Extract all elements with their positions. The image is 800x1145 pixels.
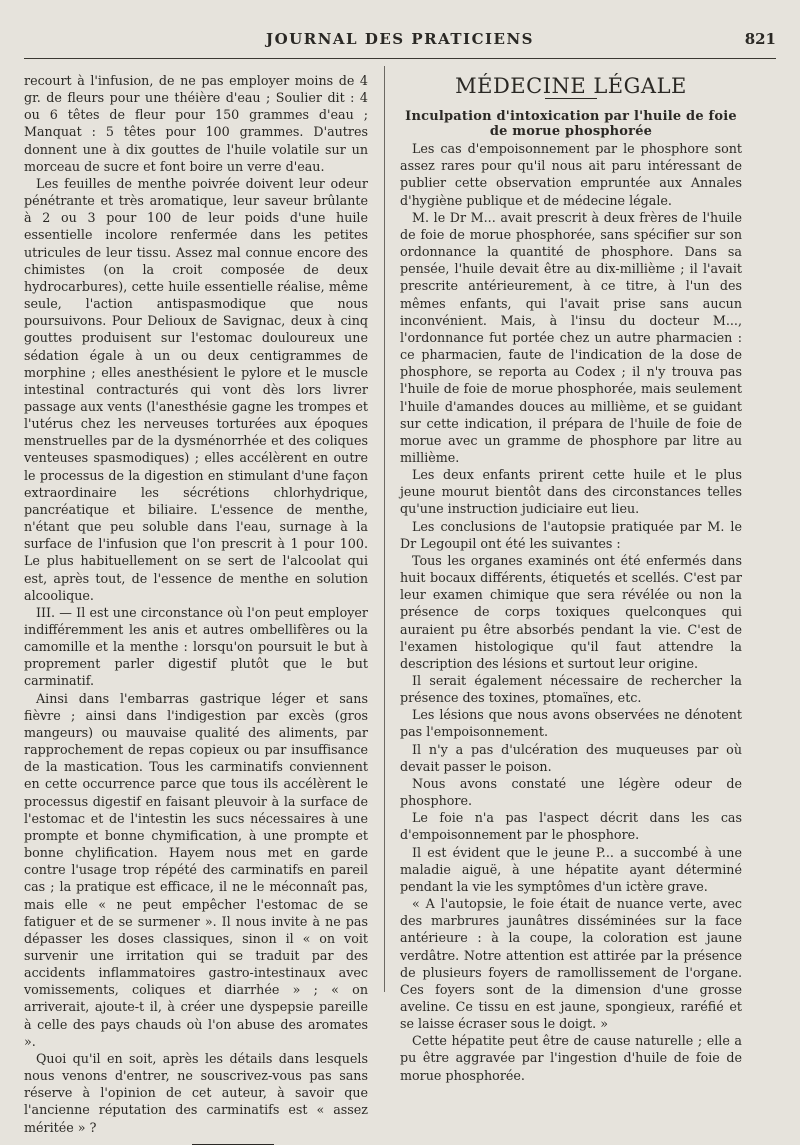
paragraph: Les deux enfants prirent cette huile et le plus jeune mourut bientôt dans des circonstances telles qu'une instruction judiciaire eut lieu. bbox=[400, 467, 742, 517]
running-header bbox=[24, 30, 776, 58]
section-rule bbox=[545, 98, 597, 99]
paragraph: Les lésions que nous avons observées ne dénotent pas l'empoisonnement. bbox=[400, 707, 742, 740]
paragraph: Ainsi dans l'embarras gastrique léger et sans fièvre ; ainsi dans l'indigestion par excès (gros mangeurs) ou mauvaise qualité des aliments, par rapprochement de repas copieux ou par insuffisance de la mastication. Tous les carminatifs conviennent en cette occurrence parce que tous ils accélèrent le processus digestif en faisant pleuvoir à la surface de l'estomac et de l'intestin les sucs nécessaires à une prompte et bonne chymification, à une prompte et bonne chylification. Hayem nous met en garde contre l'usage trop répété des carminatifs en pareil cas ; la pratique est efficace, il ne le méconnaît pas, mais elle « ne peut empêcher l'estomac de se fatiguer et de se surmener ». Il nous invite à ne pas dépasser les doses classiques, sinon il « on voit survenir une irritation qui se traduit par des accidents inflammatoires gastro-intestinaux avec vomissements, coliques et diarrhée » ; « on arriverait, ajoute-t il, à créer une dyspepsie pareille à celle des pays chauds où l'on abuse des aromates ». bbox=[24, 690, 368, 1049]
paragraph: Les feuilles de menthe poivrée doivent leur odeur pénétrante et très aromatique, leur saveur brûlante à 2 ou 3 pour 100 de leur poids d'une huile essentielle incolore renfermée dans les petites utricules de leur tissu. Assez mal connue encore des chimistes (on la croit composée de deux hydrocarbures), cette huile essentielle réalise, même seule, l'action antispasmodique que nous poursuivons. Pour Delioux de Savignac, deux à cinq gouttes produisent sur l'estomac douloureux une sédation égale à un ou deux centigrammes de morphine ; elles anesthésient le pylore et le muscle intestinal contracturés qui vont dès lors livrer passage aux vents (l'anesthésie gagne les trompes et l'utérus chez les nerveuses torturées aux époques menstruelles par de la dysménorrhée et des coliques venteuses spasmodiques) ; elles accélèrent en outre le processus de la digestion en stimulant d'une façon extraordinaire les sécrétions chlorhydrique, pancréatique et biliaire. L'essence de menthe, n'étant que peu soluble dans l'eau, surnage à la surface de l'infusion que l'on prescrit à 1 pour 100. Le plus habituellement on se sert de l'alcoolat qui est, après tout, de l'essence de menthe en solution alcoolique. bbox=[24, 175, 368, 603]
paragraph: Il est évident que le jeune P... a succombé à une maladie aiguë, à une hépatite ayant déterminé pendant la vie les symptômes d'un ictère grave. bbox=[400, 844, 742, 894]
paragraph: Tous les organes examinés ont été enfermés dans huit bocaux différents, étiquetés et scellés. C'est par leur examen chimique que sera révélée ou non la présence de corps toxiques quelconques qui auraient pu être absorbés pendant la vie. C'est de l'examen histologique qu'il faut attendre la description des lésions et surtout leur origine. bbox=[400, 552, 742, 671]
paragraph: recourt à l'infusion, de ne pas employer moins de 4 gr. de fleurs pour une théière d'eau ; Soulier dit : 4 ou 6 têtes de fleur pour 150 grammes d'eau ; Manquat : 5 têtes pour 100 grammes. D'autres donnent une à dix gouttes de l'huile volatile sur un morceau de sucre et font boire un verre d'eau. bbox=[24, 73, 368, 174]
left-column bbox=[24, 72, 368, 1145]
paragraph: « A l'autopsie, le foie était de nuance verte, avec des marbrures jaunâtres disséminées sur la face antérieure : à la coupe, la coloration est jaune verdâtre. Notre attention est attirée par la présence de plusieurs foyers de ramollissement de l'organe. Ces foyers sont de la dimension d'une grosse aveline. Ce tissu en est jaune, spongieux, raréfié et se laisse écraser sous le doigt. » bbox=[400, 896, 742, 1032]
paragraph: III. — Il est une circonstance où l'on peut employer indifféremment les anis et autres ombellifères ou la camomille et la menthe : lorsqu'on poursuit le but à proprement parler digestif plutôt que le but carminatif. bbox=[24, 604, 368, 689]
page-number: 821 bbox=[744, 30, 776, 48]
right-column bbox=[400, 72, 742, 1084]
journal-title: JOURNAL DES PRATICIENS bbox=[266, 30, 534, 48]
paragraph: M. le Dr M... avait prescrit à deux frères de l'huile de foie de morue phosphorée, sans spécifier sur son ordonnance la quantité de phosphore. Dans sa pensée, l'huile devait être au dix-millième ; il l'avait prescrite antérieurement, à ce titre, à l'un des mêmes enfants, qui l'avait prise sans aucun inconvénient. Mais, à l'insu du docteur M..., l'ordonnance fut portée chez un autre pharmacien : ce pharmacien, faute de l'indication de la dose de phosphore, se reporta au Codex ; il n'y trouva pas l'huile de foie de morue phosphorée, mais seulement l'huile d'amandes douces au millième, et se guidant sur cette indication, il prépara de l'huile de foie de morue avec un gramme de phosphore par litre au millième. bbox=[400, 209, 742, 465]
paragraph: Nous avons constaté une légère odeur de phosphore. bbox=[400, 775, 742, 809]
paragraph: Les conclusions de l'autopsie pratiquée par M. le Dr Legoupil ont été les suivantes : bbox=[400, 518, 742, 551]
section-title: MÉDECINE LÉGALE bbox=[455, 74, 687, 98]
column-divider bbox=[384, 66, 385, 992]
paragraph: Il serait également nécessaire de rechercher la présence des toxines, ptomaïnes, etc. bbox=[400, 673, 742, 706]
paragraph: Le foie n'a pas l'aspect décrit dans les cas d'empoisonnement par le phosphore. bbox=[400, 810, 742, 843]
paragraph: Les cas d'empoisonnement par le phosphore sont assez rares pour qu'il nous ait paru intéressant de publier cette observation empruntée aux Annales d'hygiène publique et de médecine légale. bbox=[400, 141, 742, 208]
article-title: Inculpation d'intoxication par l'huile de foie de morue phosphorée bbox=[405, 109, 737, 140]
paragraph: Quoi qu'il en soit, après les détails dans lesquels nous venons d'entrer, ne souscrivez-vous pas sans réserve à l'opinion de cet auteur, à savoir que l'ancienne réputation des carminatifs est « assez méritée » ? bbox=[24, 1050, 368, 1135]
paragraph: Il n'y a pas d'ulcération des muqueuses par où devait passer le poison. bbox=[400, 741, 742, 774]
paragraph: Cette hépatite peut être de cause naturelle ; elle a pu être aggravée par l'ingestion d'huile de foie de morue phosphorée. bbox=[400, 1033, 742, 1083]
header-rule bbox=[24, 58, 776, 59]
